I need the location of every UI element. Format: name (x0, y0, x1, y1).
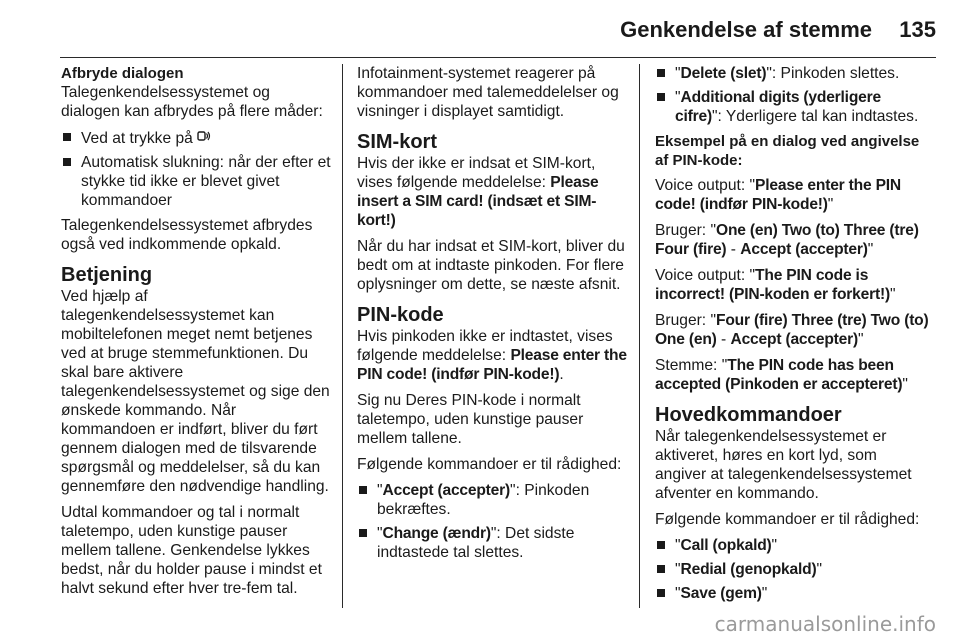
section-heading-betjening: Betjening (61, 264, 153, 286)
speaker-label: Voice output: (655, 177, 750, 194)
bullet-icon (657, 589, 665, 597)
separator-text: - (726, 241, 741, 258)
command-text: Save (gem) (680, 585, 762, 602)
list-item-text: : Pinkoden slettes. (771, 65, 900, 82)
example-heading: Eksempel på en dialog ved angivelse af PIN-kode: (655, 133, 920, 169)
dialog-text: The PIN code has been accepted (Pinkoden er accepteret) (655, 357, 903, 393)
dialog-line: Stemme: "The PIN code has been accepted (Pinkoden er accepteret)" (655, 357, 908, 393)
column-divider-1 (342, 64, 343, 608)
message-text: Please insert a SIM card! (indsæt et SIM-kort!) (357, 174, 599, 229)
section-subheading-afbryde: Afbryde dialogen (61, 65, 184, 82)
dialog-text: Please enter the PIN code! (indfør PIN-kode!) (655, 177, 901, 213)
dialog-text: The PIN code is incorrect! (PIN-koden er forkert!) (655, 267, 890, 303)
phone-hangup-icon (197, 128, 211, 147)
section-heading-simkort: SIM-kort (357, 131, 437, 153)
command-text: Call (opkald) (680, 537, 772, 554)
paragraph: Når talegenkendelsessystemet er aktiveret, høres en kort lyd, som angiver at talegenkendelsessystemet afventer en kommando. (655, 428, 912, 502)
dialog-text: Four (fire) Three (tre) Two (to) One (en) (655, 312, 929, 348)
paragraph: Sig nu Deres PIN-kode i normalt taletempo, uden kunstige pauser mellem tallene. (357, 392, 584, 447)
paragraph (357, 154, 629, 230)
paragraph: Ved hjælp af talegenkendelsessystemet kan mobiltelefonen meget nemt betjenes ved at bruge stemmefunktionen. Du skal bare aktivere talegenkendelsessystemet og sige den ønskede kommando. Når kommandoen er indført, bliver du ført gennem dialogen med de tilsvarende spørgsmål og meddelelser, så du kan gennemføre den nødvendige handling. (61, 288, 330, 495)
paragraph: Når du har indsat et SIM-kort, bliver du bedt om at indtaste pinkoden. For flere oplysninger om dette, se næste afsnit. (357, 238, 625, 293)
bullet-icon (63, 158, 71, 166)
text: Hvis pinkoden ikke er indtastet, vises følgende meddelelse: (357, 328, 613, 364)
bullet-icon (63, 133, 71, 141)
list-item (61, 128, 333, 148)
command-text: Additional digits (yderligere cifre) (675, 89, 881, 125)
paragraph: Talegenkendelsessystemet og dialogen kan afbrydes på flere måder: (61, 84, 323, 120)
paragraph: Følgende kommandoer er til rådighed: (655, 511, 920, 528)
list-item (61, 153, 333, 210)
paragraph (357, 327, 629, 384)
bullet-icon (657, 541, 665, 549)
column-divider-2 (639, 64, 640, 608)
command-list (655, 64, 929, 126)
list-item: "Save (gem)" (655, 584, 929, 603)
list-item: "Call (opkald)" (655, 536, 929, 555)
command-text: Change (ændr) (382, 525, 491, 542)
list-item: "Change (ændr)": Det sidste indtastede tal slettes. (357, 524, 629, 562)
list-item-text: : Det sidste indtastede tal slettes. (377, 525, 575, 561)
command-text: Redial (genopkald) (680, 561, 817, 578)
list-item: "Redial (genopkald)" (655, 560, 929, 579)
dialog-line: Bruger: "Four (fire) Three (tre) Two (to) One (en) - Accept (accepter)" (655, 312, 929, 348)
list-item: "Accept (accepter)": Pinkoden bekræftes. (357, 481, 629, 519)
list-item-text: : Pinkoden bekræftes. (377, 482, 590, 518)
separator-text: - (716, 331, 731, 348)
speaker-label: Voice output: (655, 267, 750, 284)
command-text: Delete (slet) (680, 65, 767, 82)
paragraph: Talegenkendelsessystemet afbrydes også ved indkommende opkald. (61, 217, 313, 253)
section-heading-pinkode: PIN-kode (357, 304, 444, 326)
list-item-text: : Yderligere tal kan indtastes. (717, 108, 919, 125)
command-text: Accept (accepter) (382, 482, 511, 499)
dialog-line: Voice output: "Please enter the PIN code! (indfør PIN-kode!)" (655, 177, 901, 213)
text: . (559, 366, 564, 383)
page-title: Genkendelse af stemme (620, 17, 872, 42)
watermark: carmanualsonline.info (714, 612, 936, 636)
column-3 (655, 64, 929, 609)
list-item: "Additional digits (yderligere cifre)": Yderligere tal kan indtastes. (655, 88, 929, 126)
speaker-label: Stemme: (655, 357, 722, 374)
paragraph: Følgende kommandoer er til rådighed: (357, 456, 622, 473)
paragraph: Udtal kommandoer og tal i normalt taletempo, uden kunstige pauser mellem tallene. Genkendelse lykkes bedst, når du holder pause i mindst et halvt sekund efter hver tre-fem tal. (61, 504, 322, 597)
section-heading-hovedkommandoer: Hovedkommandoer (655, 404, 842, 426)
dialog-text: One (en) Two (to) Three (tre) Four (fire) (655, 222, 919, 258)
paragraph: Infotainment-systemet reagerer på kommandoer med talemeddelelser og visninger i displayet samtidigt. (357, 65, 619, 120)
list-item-text: Automatisk slukning: når der efter et stykke tid ikke er blevet givet kommandoer (81, 154, 331, 209)
bullet-icon (657, 93, 665, 101)
bullet-icon (657, 565, 665, 573)
header-divider (60, 57, 936, 58)
speaker-label: Bruger: (655, 312, 711, 329)
page-header (0, 0, 960, 58)
list-item: "Delete (slet)": Pinkoden slettes. (655, 64, 929, 83)
text: Hvis der ikke er indsat et SIM-kort, vises følgende meddelelse: (357, 155, 596, 191)
bullet-list (61, 128, 333, 210)
dialog-text: Accept (accepter) (730, 331, 858, 348)
dialog-line: Bruger: "One (en) Two (to) Three (tre) Four (fire) - Accept (accepter)" (655, 222, 919, 258)
column-1 (61, 64, 333, 605)
column-2 (357, 64, 629, 568)
dialog-text: Accept (accepter) (740, 241, 868, 258)
bullet-icon (657, 69, 665, 77)
bullet-icon (359, 486, 367, 494)
command-list (357, 481, 629, 562)
list-item-text: Ved at trykke på (81, 130, 193, 147)
command-list (655, 536, 929, 603)
dialog-line: Voice output: "The PIN code is incorrect! (PIN-koden er forkert!)" (655, 267, 896, 303)
message-text: Please enter the PIN code! (indfør PIN-kode!) (357, 347, 627, 383)
bullet-icon (359, 529, 367, 537)
page-number: 135 (899, 17, 936, 42)
speaker-label: Bruger: (655, 222, 711, 239)
